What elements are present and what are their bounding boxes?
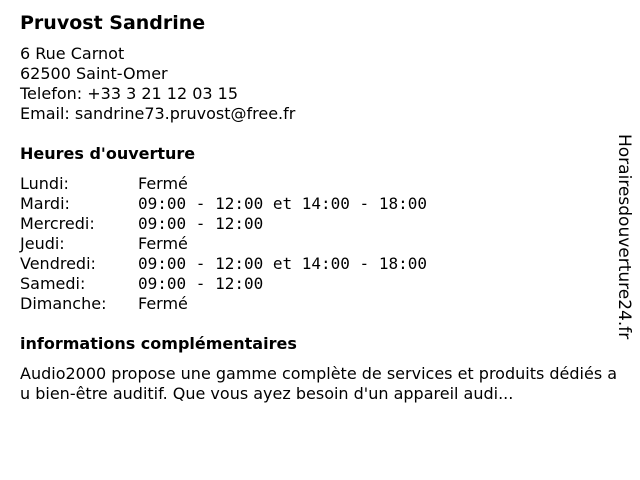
day-hours: Fermé bbox=[138, 234, 188, 253]
hours-row-sunday bbox=[20, 294, 427, 314]
day-hours: 09:00 - 12:00 et 14:00 - 18:00 bbox=[138, 194, 427, 213]
day-hours: 09:00 - 12:00 et 14:00 - 18:00 bbox=[138, 254, 427, 273]
day-hours: 09:00 - 12:00 bbox=[138, 274, 264, 293]
day-hours: Fermé bbox=[138, 174, 188, 193]
brand-watermark: Horairesdouverture24.fr bbox=[614, 134, 634, 340]
day-label: Mardi: bbox=[20, 194, 70, 213]
address-city: 62500 Saint-Omer bbox=[20, 64, 168, 83]
hours-row-friday bbox=[20, 254, 427, 274]
hours-row-monday bbox=[20, 174, 427, 194]
day-label: Jeudi: bbox=[20, 234, 65, 253]
business-name: Pruvost Sandrine bbox=[20, 12, 206, 34]
hours-row-wednesday bbox=[20, 214, 427, 234]
day-hours: Fermé bbox=[138, 294, 188, 313]
day-label: Samedi: bbox=[20, 274, 86, 293]
email-address: Email: sandrine73.pruvost@free.fr bbox=[20, 104, 296, 123]
address-street: 6 Rue Carnot bbox=[20, 44, 125, 63]
hours-title: Heures d'ouverture bbox=[20, 144, 196, 163]
day-hours: 09:00 - 12:00 bbox=[138, 214, 264, 233]
day-label: Lundi: bbox=[20, 174, 69, 193]
info-title: informations complémentaires bbox=[20, 334, 297, 353]
contact-block bbox=[20, 44, 295, 124]
hours-list bbox=[20, 174, 427, 314]
hours-row-saturday bbox=[20, 274, 427, 294]
hours-row-thursday bbox=[20, 234, 427, 254]
hours-row-tuesday bbox=[20, 194, 427, 214]
day-label: Dimanche: bbox=[20, 294, 107, 313]
day-label: Vendredi: bbox=[20, 254, 96, 273]
info-description: Audio2000 propose une gamme complète de services et produits dédiés au bien-être auditif. Que vous ayez besoin d'un appareil audi... bbox=[20, 364, 618, 403]
phone-number: Telefon: +33 3 21 12 03 15 bbox=[20, 84, 239, 103]
day-label: Mercredi: bbox=[20, 214, 95, 233]
